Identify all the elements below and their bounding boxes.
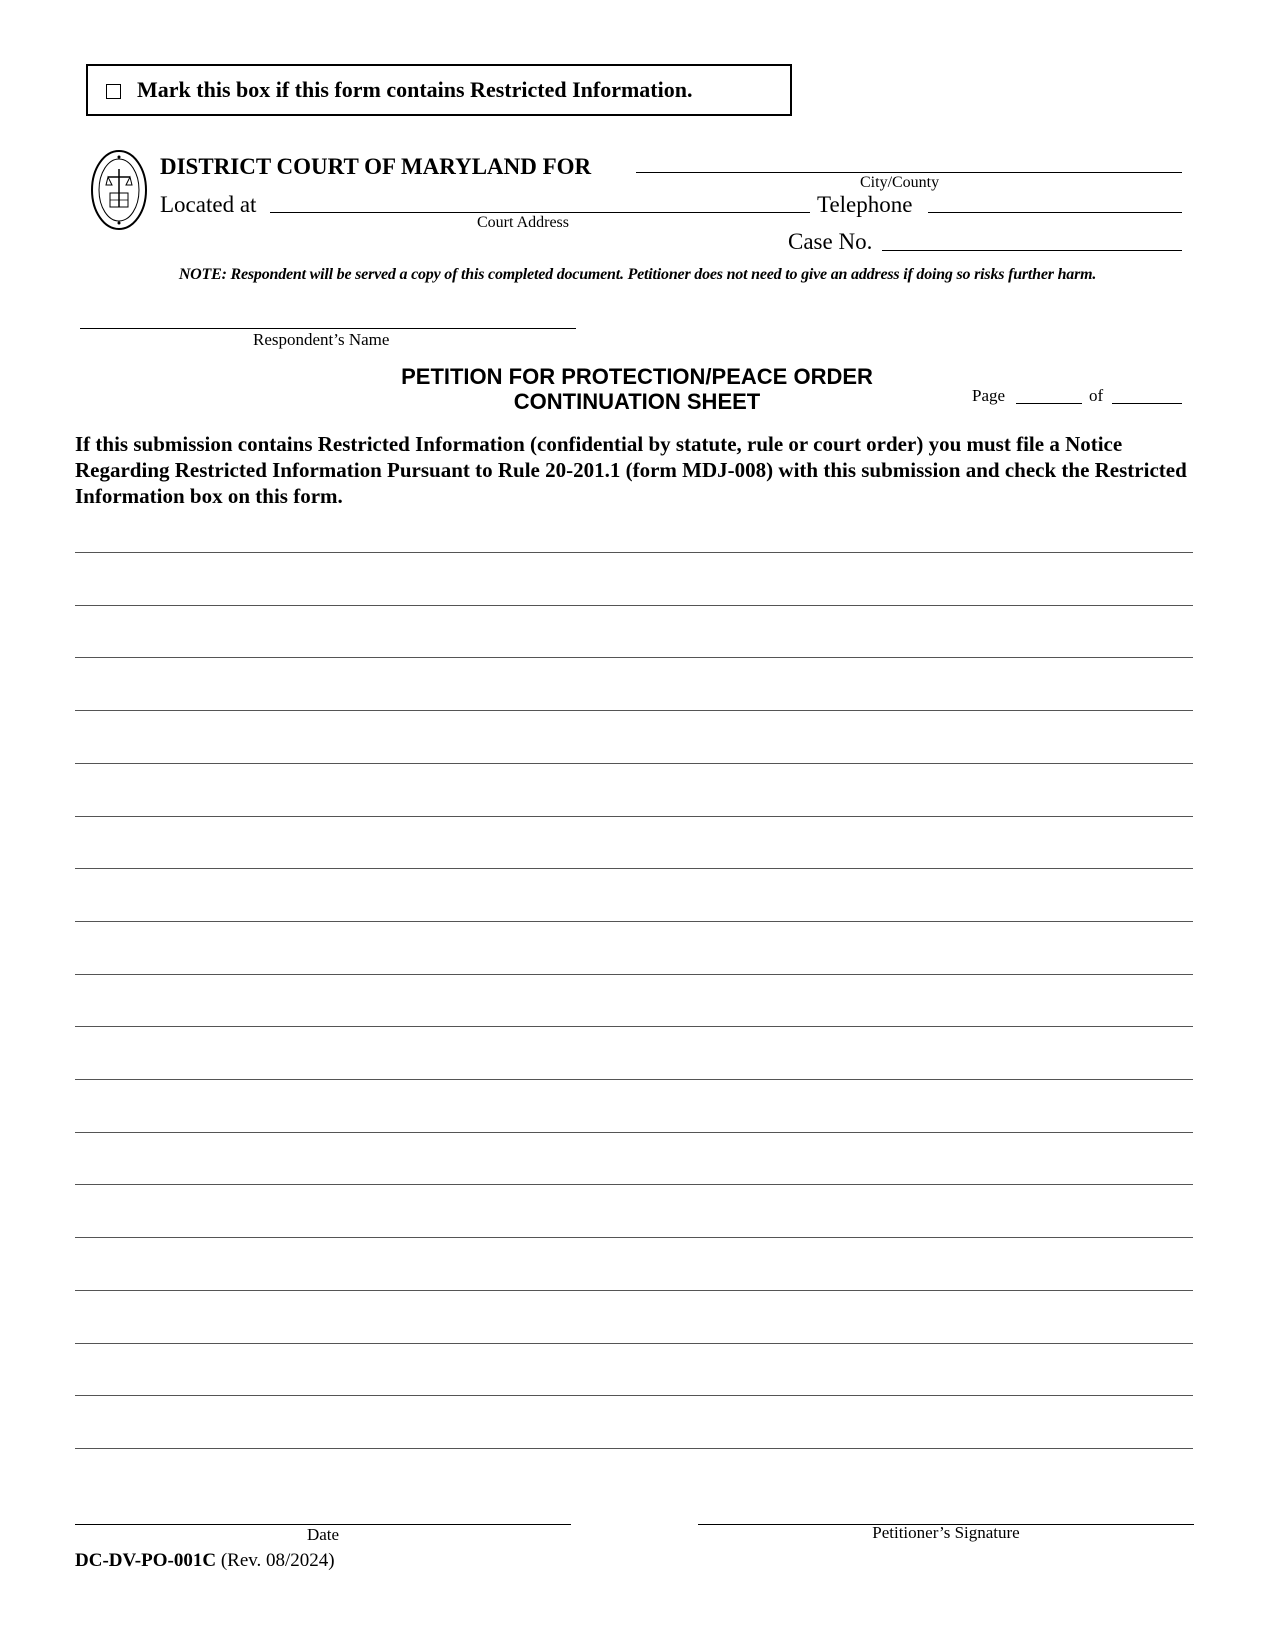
restricted-info-label: Mark this box if this form contains Restricted Information. xyxy=(137,77,693,102)
continuation-line[interactable] xyxy=(75,1395,1193,1396)
continuation-line[interactable] xyxy=(75,921,1193,922)
of-label: of xyxy=(1089,386,1104,405)
court-address-field[interactable] xyxy=(270,212,810,213)
continuation-line[interactable] xyxy=(75,1184,1193,1185)
telephone-field[interactable] xyxy=(928,212,1182,213)
form-id xyxy=(75,1550,335,1572)
continuation-line[interactable] xyxy=(75,1448,1193,1449)
respondent-name-label: Respondent’s Name xyxy=(253,330,390,349)
restricted-info-instructions: If this submission contains Restricted Information (confidential by statute, rule or court order) you must file a Notice Regarding Restricted Information Pursuant to Rule 20-201.1 (form MDJ-008) with this submission and check the Restricted Information box on this form. xyxy=(75,432,1187,508)
signature-label: Petitioner’s Signature xyxy=(872,1523,1020,1542)
case-no-field[interactable] xyxy=(882,250,1182,251)
title-line-1: PETITION FOR PROTECTION/PEACE ORDER xyxy=(401,364,873,389)
restricted-info-checkbox[interactable] xyxy=(106,84,121,99)
restricted-info-box xyxy=(86,64,792,116)
page-label: Page xyxy=(972,386,1006,405)
continuation-line[interactable] xyxy=(75,1237,1193,1238)
city-county-label: City/County xyxy=(860,174,940,191)
respondent-note: NOTE: Respondent will be served a copy of this completed document. Petitioner does not need to give an address if doing so risks further harm. xyxy=(178,266,1097,283)
continuation-line[interactable] xyxy=(75,974,1193,975)
date-label: Date xyxy=(306,1525,340,1544)
continuation-line[interactable] xyxy=(75,552,1193,553)
continuation-line[interactable] xyxy=(75,605,1193,606)
respondent-name-field[interactable] xyxy=(80,328,576,329)
court-title: DISTRICT COURT OF MARYLAND FOR xyxy=(160,154,592,179)
continuation-line[interactable] xyxy=(75,1290,1193,1291)
continuation-line[interactable] xyxy=(75,710,1193,711)
continuation-line[interactable] xyxy=(75,816,1193,817)
page-number-field[interactable] xyxy=(1016,403,1082,404)
continuation-line[interactable] xyxy=(75,1343,1193,1344)
located-at-label: Located at xyxy=(160,192,257,217)
continuation-line[interactable] xyxy=(75,1079,1193,1080)
total-pages-field[interactable] xyxy=(1112,403,1182,404)
court-address-label: Court Address xyxy=(477,214,569,231)
continuation-line[interactable] xyxy=(75,763,1193,764)
continuation-line[interactable] xyxy=(75,868,1193,869)
city-county-field[interactable] xyxy=(636,172,1182,173)
continuation-line[interactable] xyxy=(75,1026,1193,1027)
continuation-line[interactable] xyxy=(75,657,1193,658)
continuation-line[interactable] xyxy=(75,1132,1193,1133)
page-title xyxy=(330,364,944,414)
form-number: DC-DV-PO-001C xyxy=(75,1550,217,1571)
court-seal-icon xyxy=(90,149,148,231)
case-no-label: Case No. xyxy=(788,229,873,254)
title-line-2: CONTINUATION SHEET xyxy=(513,389,761,414)
telephone-label: Telephone xyxy=(817,192,913,217)
form-revision: (Rev. 08/2024) xyxy=(220,1550,335,1571)
